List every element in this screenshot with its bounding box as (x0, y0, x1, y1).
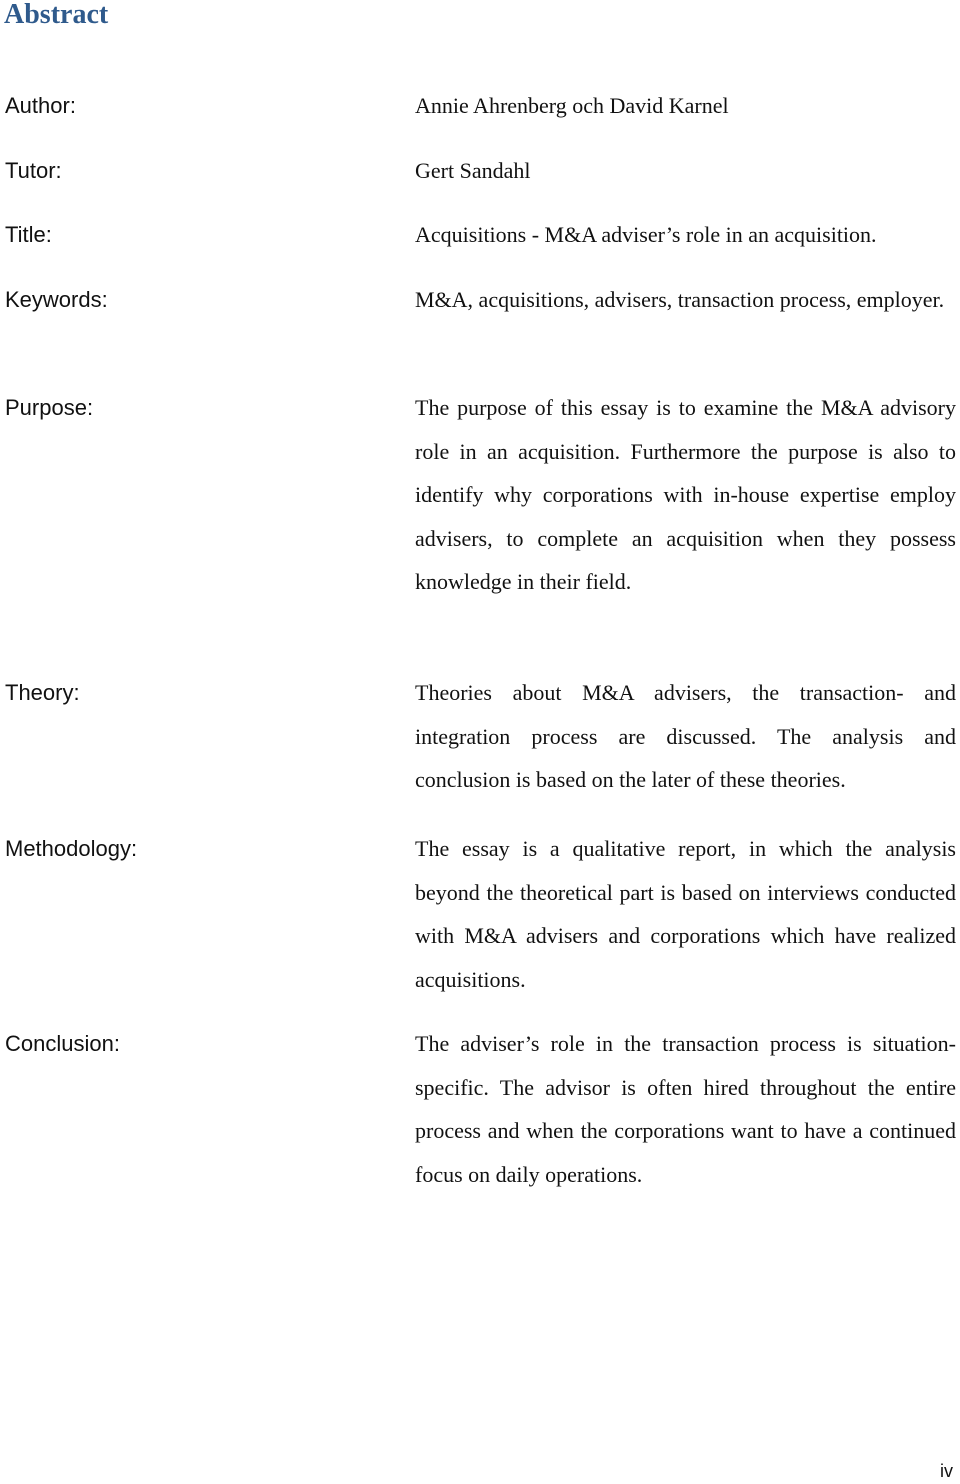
field-value: The essay is a qualitative report, in which the analysis beyond the theoretical part is based on interviews conducted with M&A advisers and corporations which have realized acquisitions. (415, 836, 956, 992)
field-value: Acquisitions - M&A adviser’s role in an acquisition. (415, 222, 877, 247)
field-label: Tutor: (5, 158, 62, 183)
field-label: Author: (5, 93, 76, 118)
field-value: Theories about M&A advisers, the transaction- and integration process are discussed. The analysis and conclusion is based on the later of these theories. (415, 680, 956, 792)
field-label: Conclusion: (5, 1031, 120, 1056)
field-label: Purpose: (5, 395, 94, 420)
field-value: M&A, acquisitions, advisers, transaction process, employer. (415, 287, 945, 312)
field-label: Methodology: (5, 836, 138, 861)
field-value: Annie Ahrenberg och David Karnel (415, 93, 729, 118)
page-number: iv (940, 1461, 953, 1481)
field-label: Title: (5, 222, 52, 247)
field-value: The adviser’s role in the transaction process is situation-specific. The advisor is often hired throughout the entire process and when the corporations want to have a continued focus on daily operations. (415, 1031, 956, 1187)
field-value: Gert Sandahl (415, 158, 531, 183)
field-label: Keywords: (5, 287, 108, 312)
page-title: Abstract (4, 0, 109, 30)
field-value: The purpose of this essay is to examine the M&A advisory role in an acquisition. Furthermore the purpose is also to identify why corporations with in-house expertise employ advisers, to complete an acquisition when they possess knowledge in their field. (415, 395, 956, 594)
field-label: Theory: (5, 680, 80, 705)
